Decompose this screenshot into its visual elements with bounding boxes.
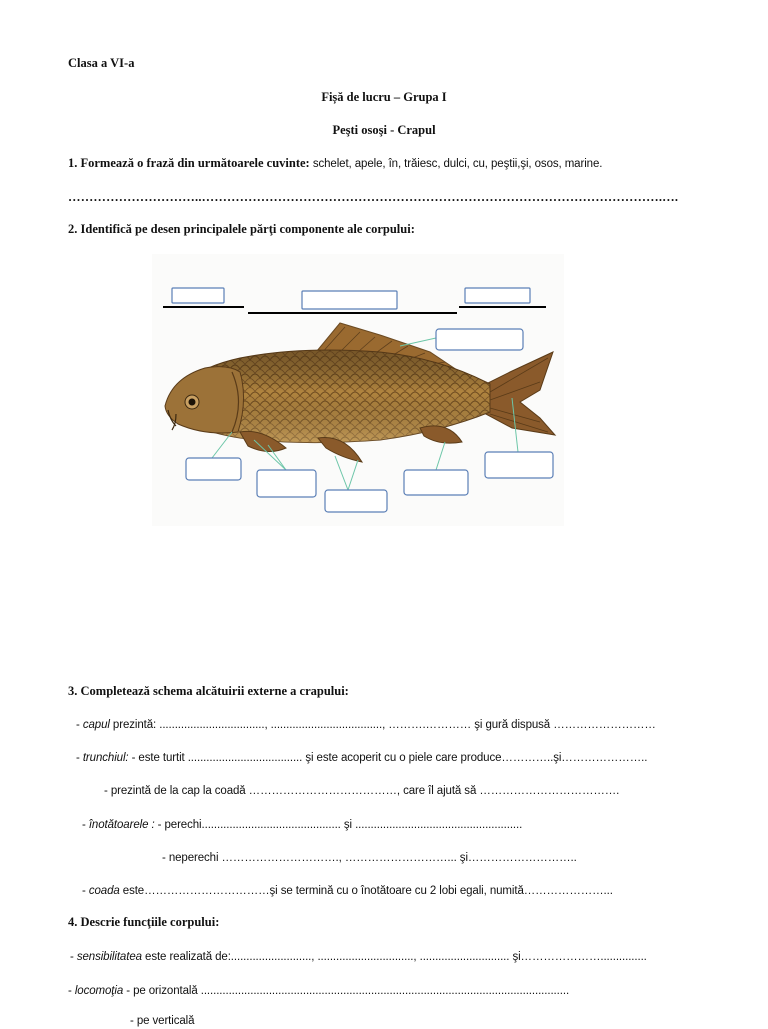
q3-term-trunk: trunchiul:	[82, 752, 129, 764]
q3-line-trunk	[76, 750, 647, 766]
label-box-tail[interactable]	[465, 288, 530, 303]
label-box-trunk[interactable]	[302, 291, 397, 309]
q3-term-tail: coada	[88, 885, 120, 897]
label-box-head[interactable]	[172, 288, 224, 303]
worksheet-subtitle: Peşti osoşi - Crapul	[332, 123, 436, 137]
q4-term-locomotion: locomoţia	[74, 985, 124, 997]
question-2-label: 2. Identifică pe desen principalele părţi componente ale corpului:	[68, 222, 415, 236]
q3-line-tail-text[interactable]: este……………………………şi se termină cu o înotătoare cu 2 lobi egali, numită…………………...	[119, 885, 613, 897]
question-3-label: 3. Completează schema alcătuirii externe a crapului:	[68, 684, 349, 698]
q4-term-sensitivity: sensibilitatea	[76, 951, 142, 963]
q3-line-head-text[interactable]: prezintă: .................................., ...................................., ……….………… şi gură dispusă ………………………	[109, 719, 656, 731]
q3-line-head	[76, 717, 656, 733]
worksheet-title: Fișă de lucru – Grupa I	[321, 90, 447, 104]
q3-line-tail	[82, 883, 613, 899]
class-label: Clasa a VI-a	[68, 56, 135, 70]
q4-line-vertical[interactable]: - pe verticală	[130, 1015, 195, 1027]
q3-line-lateral[interactable]: - prezintă de la cap la coadă …………………………………, care îl ajută să ……………………………….	[104, 785, 620, 797]
question-4-label: 4. Descrie funcţiile corpului:	[68, 915, 220, 929]
q3-line-head-dash: -	[76, 719, 83, 731]
q4-line-sensitivity	[70, 949, 647, 965]
q3-term-head: capul	[82, 719, 110, 731]
q3-line-trunk-text[interactable]: - este turtit ..................................... şi este acoperit cu o piele care produce…………..şi…………………..	[128, 752, 648, 764]
q3-line-trunk-dash: -	[76, 752, 83, 764]
question-1-label: 1. Formează o frază din următoarele cuvinte:	[68, 156, 310, 170]
question-1-answer-line[interactable]: …………………………..……………………………………………………………………………………………….….	[68, 190, 679, 204]
label-box-anal-fin[interactable]	[325, 490, 387, 512]
q4-line-sensitivity-dash: -	[70, 951, 77, 963]
q3-line-fins-paired-text[interactable]: - perechi............................................. şi ......................................................	[154, 819, 523, 831]
q3-line-tail-dash: -	[82, 885, 89, 897]
q3-line-fins-dash: -	[82, 819, 89, 831]
q4-line-sensitivity-text[interactable]: este realizată de:.........................., ..............................., ............................. şi…………………...............	[141, 951, 647, 963]
q4-line-locomotion	[68, 983, 569, 999]
q4-line-locomotion-dash: -	[68, 985, 75, 997]
q3-line-fins-unpaired[interactable]: - neperechi …………………………., ………………………... şi………………………..	[162, 852, 577, 864]
q3-line-fins-paired	[82, 817, 522, 833]
label-box-tail-fin[interactable]	[485, 452, 553, 478]
q4-line-locomotion-text[interactable]: - pe orizontală .......................................................................................................................	[123, 985, 570, 997]
label-box-dorsal-fin[interactable]	[436, 329, 523, 350]
question-1-words: schelet, apele, în, trăiesc, dulci, cu, peştii,şi, osos, marine.	[309, 158, 603, 170]
q3-term-fins: înotătoarele :	[88, 819, 155, 831]
label-box-pectoral-fin[interactable]	[186, 458, 241, 480]
label-box-caudal-peduncle[interactable]	[404, 470, 468, 495]
label-box-ventral-fin[interactable]	[257, 470, 316, 497]
